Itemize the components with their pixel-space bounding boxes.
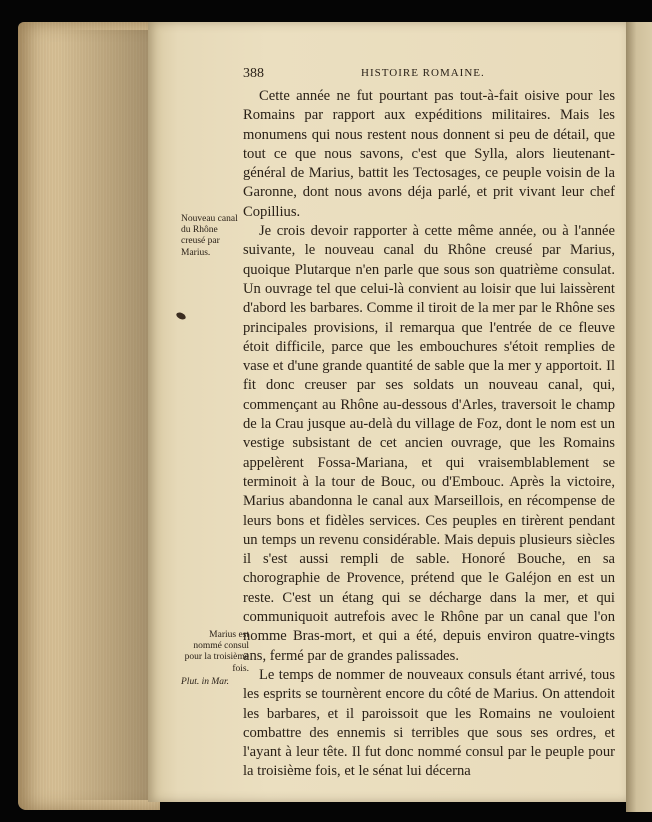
- paragraph-2: Je crois devoir rapporter à cette même année, ou à l'année suivante, le nouveau canal du Rhône creusé par Marius, quoique Plutarque n'en parle que sous son quatrième consulat. Un ouvrage tel que celui-là convient au loisir que lui laissèrent d'abord les barbares. Comme il tiroit de la mer par le Rhône ses principales provisions, il remarqua que l'entrée de ce fleuve étoit difficile, parce que les embouchures s'étoit remplies de vase et d'une grande quantité de sable que la mer y apportoit. Il fit donc creuser par ses soldats un nouveau canal, qui, commençant au Rhône au-dessous d'Arles, traversoit le champ de la Crau jusque au-delà du village de Foz, dont le nom est un vestige subsistant de cet ancien ouvrage, que les Romains appelèrent Fossa-Mariana, et qui vraisemblablement se terminoit à la tour de Bouc, ou d'Embouc. Après la victoire, Marius abandonna le canal aux Marseillois, en récompense de leurs bons et fidèles services. Ces peuples en tirèrent pendant un temps un revenu considérable. Mais depuis plusieurs siècles il s'est aussi rempli de sable. Honoré Bouche, en sa chorographie de Provence, prétend que le Galéjon en est un reste. C'est un étang qui se décharge dans la mer, et qui communiquoit autrefois avec le Rhône par un canal que l'on nomme Bras-mort, et qui a été, depuis environ quatre-vingts ans, fermé par de grandes palissades.: [243, 223, 615, 664]
- spine-shadow: [60, 30, 160, 800]
- page-number: 388: [243, 66, 264, 81]
- margin-note-canal: Nouveau canal du Rhône creusé par Marius.: [181, 214, 238, 258]
- facing-page-edge: [626, 22, 652, 812]
- margin-note-citation: Plut. in Mar.: [181, 676, 230, 687]
- running-title: HISTOIRE ROMAINE.: [361, 67, 485, 79]
- body-text: [243, 87, 615, 782]
- paragraph-3: Le temps de nommer de nouveaux consuls étant arrivé, tous les esprits se tournèrent encore du côté de Marius. On attendoit les barbares, et il paroissoit que les Romains ne vouloient combattre des ennemis si terribles que sous ses ordres, et l'ayant à leur tête. Il fut donc nommé consul par le peuple pour la troisième fois, et le sénat lui décerna: [243, 666, 615, 780]
- margin-note-consul: [181, 630, 249, 688]
- running-head: [243, 66, 613, 84]
- paragraph-1: Cette année ne fut pourtant pas tout-à-fait oisive pour les Romains par rapport aux expéditions militaires. Mais les monumens qui nous restent nous donnent si peu de détail, que tout ce que nous savons, c'est que Sylla, alors lieutenant-général de Marius, battit les Tectosages, ce peuple voisin de la Garonne, dont nous avons déja parlé, et prit vivant leur chef Copillius.: [243, 88, 615, 220]
- margin-note-consul-text: Marius est nommé consul pour la troisième fois.: [184, 630, 249, 674]
